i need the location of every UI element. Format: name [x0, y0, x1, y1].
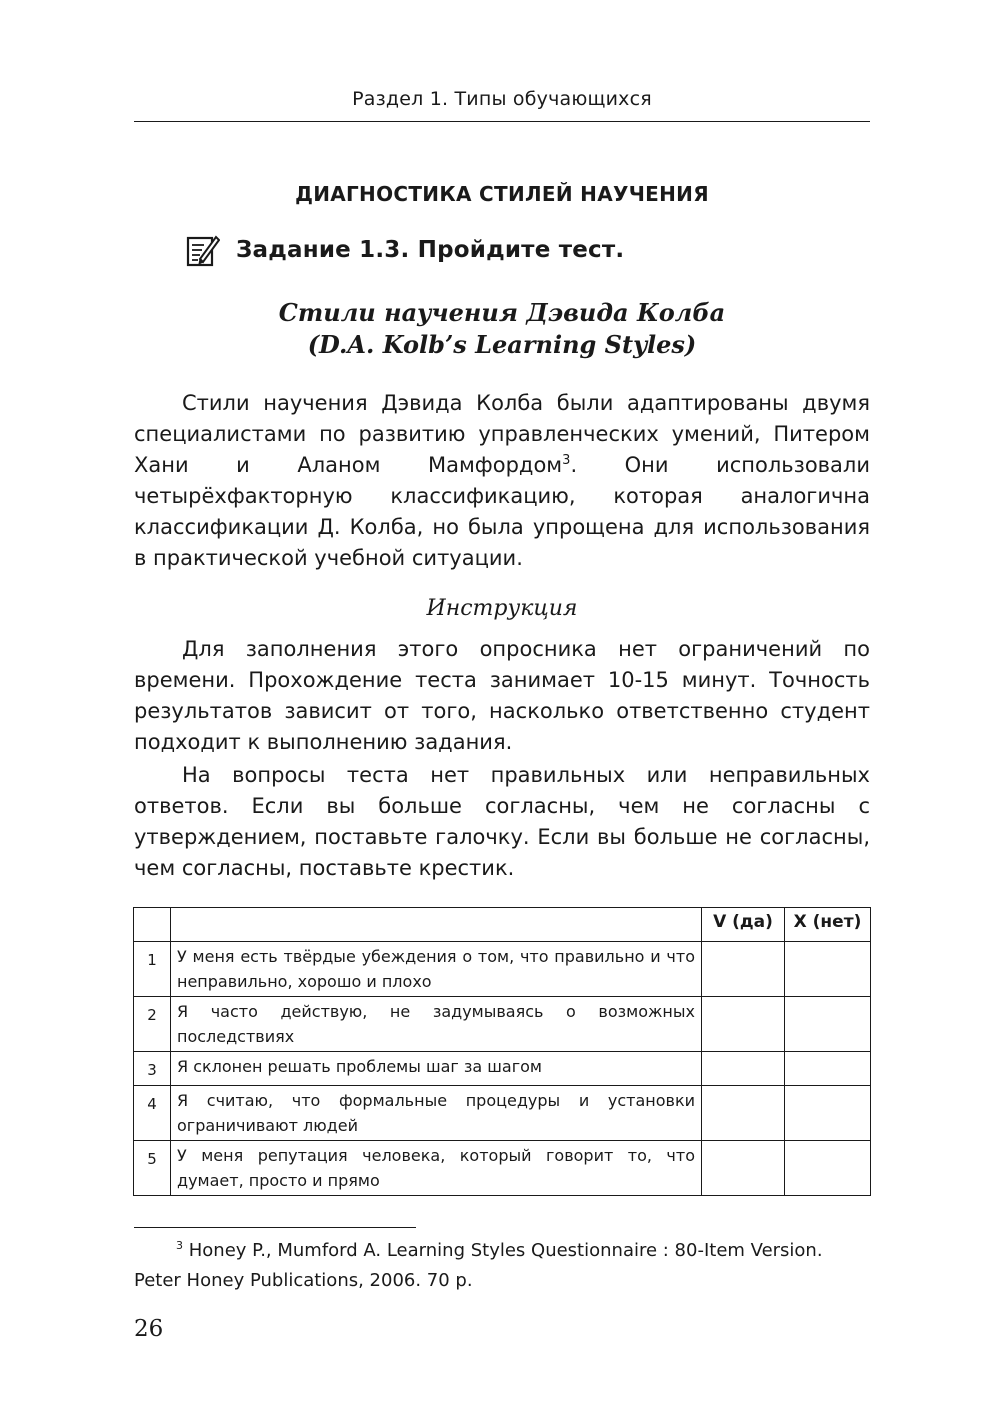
- yes-answer-cell[interactable]: [702, 1086, 785, 1141]
- row-statement: У меня репутация человека, который говорит то, что думает, просто и прямо: [171, 1141, 702, 1196]
- row-statement: Я часто действую, не задумываясь о возможных последствиях: [171, 997, 702, 1052]
- yes-answer-cell[interactable]: [702, 997, 785, 1052]
- footnote-reference: 3: [562, 453, 571, 468]
- table-row: [134, 1141, 871, 1196]
- footnote-text: Honey P., Mumford A. Learning Styles Questionnaire : 80-Item Version. Peter Honey Publications, 2006. 70 p.: [134, 1240, 823, 1291]
- header-divider: [134, 121, 870, 122]
- intro-text-end: . Они использовали четырёхфакторную классификацию, которая аналогична классификации Д. Колба, но была упрощена для использования в практической учебной ситуации.: [134, 453, 870, 570]
- no-answer-cell[interactable]: [785, 1141, 871, 1196]
- table-row: [134, 1052, 871, 1086]
- footnote-marker: 3: [176, 1239, 183, 1252]
- footnote-divider: [134, 1227, 416, 1228]
- row-statement: Я считаю, что формальные процедуры и установки ограничивают людей: [171, 1086, 702, 1141]
- section-title: ДИАГНОСТИКА СТИЛЕЙ НАУЧЕНИЯ: [295, 182, 709, 206]
- table-row: [134, 1086, 871, 1141]
- row-statement: У меня есть твёрдые убеждения о том, что правильно и что неправильно, хорошо и плохо: [171, 942, 702, 997]
- instruction-paragraph-2: На вопросы теста нет правильных или неправильных ответов. Если вы больше согласны, чем не согласны с утверждением, поставьте галочку. Если вы больше не согласны, чем согласны, поставьте крестик.: [134, 763, 870, 880]
- row-statement: Я склонен решать проблемы шаг за шагом: [171, 1052, 702, 1086]
- instruction-heading: Инструкция: [426, 596, 578, 621]
- header-no: X (нет): [785, 908, 871, 942]
- table-row: [134, 942, 871, 997]
- row-number: 4: [134, 1086, 171, 1141]
- no-answer-cell[interactable]: [785, 1052, 871, 1086]
- table-row: [134, 997, 871, 1052]
- running-header: Раздел 1. Типы обучающихся: [352, 88, 652, 110]
- header-statement-cell: [171, 908, 702, 942]
- yes-answer-cell[interactable]: [702, 1052, 785, 1086]
- header-yes: V (да): [702, 908, 785, 942]
- subtitle-line-2: (D.A. Kolb’s Learning Styles): [307, 330, 697, 359]
- row-number: 5: [134, 1141, 171, 1196]
- no-answer-cell[interactable]: [785, 942, 871, 997]
- row-number: 2: [134, 997, 171, 1052]
- header-number-cell: [134, 908, 171, 942]
- row-number: 3: [134, 1052, 171, 1086]
- page-number: 26: [134, 1316, 164, 1342]
- intro-paragraph: [134, 388, 870, 574]
- footnote: [134, 1236, 870, 1296]
- subtitle-line-1: Стили научения Дэвида Колба: [278, 298, 726, 327]
- row-number: 1: [134, 942, 171, 997]
- intro-text-start: Стили научения Дэвида Колба были адаптированы двумя специалистами по развитию управленческих умений, Питером Хани и Аланом Мамфордом: [134, 391, 870, 477]
- instruction-paragraph-1: Для заполнения этого опросника нет ограничений по времени. Прохождение теста занимает 10-15 минут. Точность результатов зависит от того, насколько ответственно студент подходит к выполнению задания.: [134, 637, 870, 754]
- no-answer-cell[interactable]: [785, 997, 871, 1052]
- table-header-row: [134, 908, 871, 942]
- yes-answer-cell[interactable]: [702, 1141, 785, 1196]
- pencil-notepad-icon: [186, 233, 220, 267]
- no-answer-cell[interactable]: [785, 1086, 871, 1141]
- task-heading: Задание 1.3. Пройдите тест.: [236, 237, 625, 263]
- yes-answer-cell[interactable]: [702, 942, 785, 997]
- questionnaire-table: [133, 907, 871, 1196]
